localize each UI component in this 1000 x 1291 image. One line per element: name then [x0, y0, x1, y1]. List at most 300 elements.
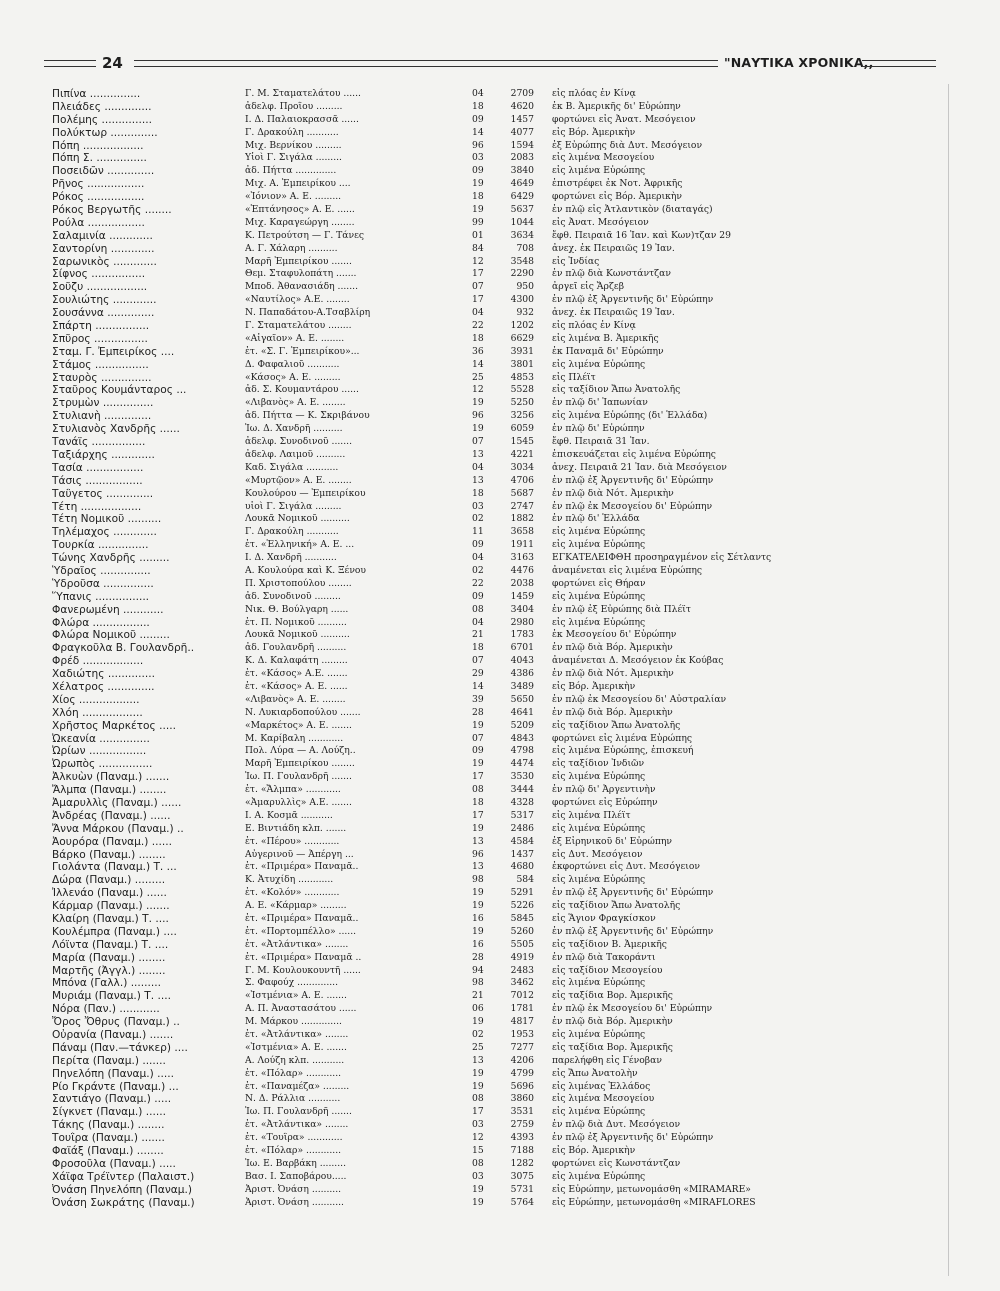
ship-year: 04 [472, 552, 484, 564]
ship-tonnage: 6629 [510, 332, 534, 344]
ship-tonnage: 4474 [510, 758, 534, 770]
ship-year: 36 [472, 345, 484, 357]
ship-tonnage: 3034 [510, 461, 534, 473]
ship-tonnage: 4641 [510, 706, 534, 718]
ship-owner: Μαρῆ Ἐμπειρίκου ........ [245, 758, 355, 770]
ship-status: φορτώνει εἰς Βόρ. Ἀμερικὴν [552, 191, 682, 203]
ship-status: ἐν πλῷ διὰ Νότ. Ἀμερικὴν [552, 668, 674, 680]
ship-status: ἐν πλῷ ἐκ Μεσογείου δι' Εὐρώπην [552, 500, 713, 512]
ship-owner: Αὐγερινοῦ — Ἀπέργη ... [245, 848, 354, 860]
ship-tonnage: 4680 [510, 861, 534, 873]
ship-status: εἰς ταξίδια Βορ. Ἀμερικῆς [552, 1041, 673, 1053]
ship-status: εἰς λιμένα Εὐρώπης [552, 539, 646, 551]
ship-year: 03 [472, 152, 484, 164]
table-row [52, 140, 982, 153]
ship-owner: ἀδελφ. Συνοδινοῦ ....... [245, 436, 352, 448]
ship-tonnage: 3931 [510, 345, 534, 357]
ship-name: Οὐρανία (Παναμ.) ....... [52, 1029, 174, 1042]
ship-status: ἐν πλῷ διὰ Νότ. Ἀμερικὴν [552, 487, 674, 499]
ship-year: 17 [472, 771, 484, 783]
table-row [52, 88, 982, 101]
ship-tonnage: 5696 [510, 1080, 534, 1092]
ship-tonnage: 2486 [510, 822, 534, 834]
ship-status: εἰς λιμένα Εὐρώπης, ἐπισκευή [552, 745, 694, 757]
ship-table [52, 88, 982, 1209]
ship-year: 19 [472, 204, 484, 216]
ship-owner: «Ἀμαρυλλὶς» Α.Ε. ....... [245, 796, 352, 808]
ship-status: ἐν πλῷ δι' Εὐρώπην [552, 423, 645, 435]
ship-name: Ὠρωπὸς ................ [52, 758, 153, 771]
ship-owner: Λουκᾶ Νομικοῦ .......... [245, 513, 350, 525]
ship-name: Πλειάδες .............. [52, 100, 152, 113]
ship-status: ἐν πλῷ δι' Ἀργεντινὴν [552, 784, 656, 796]
ship-name: Πιπίνα ............... [52, 88, 141, 100]
ship-year: 39 [472, 693, 484, 705]
ship-tonnage: 1459 [510, 590, 534, 602]
ship-owner: ἑτ. «Ἑλληνική» Α. Ε. ... [245, 539, 355, 551]
ship-name: Τανάϊς ................ [52, 436, 146, 449]
ship-status: εἰς λιμένας Ἑλλάδος [552, 1080, 651, 1092]
ship-owner: ἀδελφ. Λαιμοῦ .......... [245, 448, 346, 460]
ship-year: 13 [472, 474, 484, 486]
ship-owner: Κ. Πετρούτση — Γ. Τάνες [245, 229, 365, 241]
ship-owner: ἑτ. «Κάσος» Α.Ε. ....... [245, 668, 348, 680]
ship-tonnage: 1044 [510, 216, 534, 228]
ship-owner: Λουκᾶ Νομικοῦ .......... [245, 629, 350, 641]
ship-tonnage: 3444 [510, 784, 534, 796]
ship-tonnage: 3548 [510, 255, 534, 267]
ship-owner: Ι. Α. Κοσμᾶ ........... [245, 809, 333, 821]
ship-year: 09 [472, 165, 484, 177]
table-row [52, 178, 982, 191]
table-row [52, 501, 982, 514]
ship-name: Ὠρίων ................. [52, 745, 147, 758]
ship-name: Ἀμαρυλλὶς (Παναμ.) ...... [52, 796, 182, 809]
ship-status: ἐν πλῷ ἐξ Ἀργεντινῆς δι' Εὐρώπην [552, 925, 714, 937]
ship-owner: Γ. Σταματελάτου ........ [245, 320, 352, 332]
ship-name: Ἄλμπα (Παναμ.) ........ [52, 784, 167, 797]
ship-name: Ὑδραῖος ............... [52, 564, 151, 577]
table-row [52, 1119, 982, 1132]
ship-status: ΕΓΚΑΤΕΛΕΙΦΘΗ προσηραγμένον εἰς Σέτλαντς [552, 552, 772, 564]
table-row [52, 359, 982, 372]
ship-name: Κάρμαρ (Παναμ.) ....... [52, 900, 170, 913]
ship-status: ἐν πλῷ ἐκ Μεσογείου δι' Εὐρώπην [552, 1003, 713, 1015]
ship-tonnage: 5226 [510, 900, 534, 912]
ship-tonnage: 4620 [510, 100, 534, 112]
ship-tonnage: 4043 [510, 655, 534, 667]
ship-year: 19 [472, 900, 484, 912]
table-row [52, 913, 982, 926]
ship-name: Ὀνάση Σωκράτης (Παναμ.) [52, 1196, 195, 1209]
ship-name: Τάσις ................. [52, 474, 143, 487]
ship-year: 28 [472, 951, 484, 963]
ship-owner: ἑτ. «Ἀτλάντικα» ........ [245, 1029, 349, 1041]
table-row [52, 526, 982, 539]
ship-name: Χρῆστος Μαρκέτος ..... [52, 719, 176, 732]
ship-owner: ἀδ. Συνοδινοῦ ......... [245, 590, 341, 602]
ship-name: Σουλιώτης ............. [52, 294, 157, 307]
ship-status: ἐν πλῷ διὰ Βόρ. Ἀμερικὴν [552, 1016, 673, 1028]
ship-name: Σαλαμινία ............. [52, 229, 153, 242]
table-row [52, 797, 982, 810]
ship-name: Ταΰγετος .............. [52, 487, 154, 500]
ship-tonnage: 5209 [510, 719, 534, 731]
magazine-title: "ΝΑΥΤΙΚΑ ΧΡΟΝΙΚΑ,, [724, 55, 874, 70]
ship-owner: Γ. Μ. Σταματελάτου ...... [245, 88, 361, 99]
ship-name: Σοῦζυ .................. [52, 281, 148, 294]
ship-tonnage: 6429 [510, 191, 534, 203]
ship-year: 19 [472, 423, 484, 435]
ship-year: 19 [472, 1016, 484, 1028]
ship-status: εἰς ταξίδια Βορ. Ἀμερικῆς [552, 990, 673, 1002]
ship-year: 17 [472, 809, 484, 821]
ship-year: 01 [472, 229, 484, 241]
ship-year: 96 [472, 410, 484, 422]
ship-owner: Α. Ε. «Κάρμαρ» ......... [245, 900, 347, 912]
ship-name: Ἰλλενάο (Παναμ.) ...... [52, 887, 167, 900]
ship-name: Σαρωνικὸς ............. [52, 255, 157, 268]
ship-tonnage: 5731 [510, 1183, 534, 1195]
ship-status: εἰς ταξίδιον Μεσογείου [552, 964, 663, 976]
table-row [52, 655, 982, 668]
ship-tonnage: 4584 [510, 835, 534, 847]
ship-tonnage: 4799 [510, 1067, 534, 1079]
table-row [52, 926, 982, 939]
ship-owner: Βασ. Ι. Σαποβάρου..... [245, 1170, 347, 1182]
ship-year: 21 [472, 990, 484, 1002]
table-row [52, 874, 982, 887]
table-row [52, 204, 982, 217]
table-row [52, 1132, 982, 1145]
ship-year: 19 [472, 1183, 484, 1195]
table-row [52, 745, 982, 758]
ship-owner: Α. Γ. Χάλαρη .......... [245, 242, 338, 254]
ship-year: 13 [472, 1054, 484, 1066]
ship-tonnage: 4300 [510, 294, 534, 306]
ship-owner: ἑτ. «Τουΐρα» ............ [245, 1132, 343, 1144]
table-row [52, 488, 982, 501]
ship-tonnage: 4386 [510, 668, 534, 680]
ship-name: Ρῆνος ................. [52, 178, 145, 191]
ship-owner: «Ναυτίλος» Α.Ε. ........ [245, 294, 350, 306]
ship-year: 13 [472, 861, 484, 873]
ship-year: 25 [472, 371, 484, 383]
ship-year: 96 [472, 848, 484, 860]
ship-tonnage: 1202 [510, 320, 534, 332]
ship-year: 14 [472, 680, 484, 692]
ship-status: εἰς λιμένα Εὐρώπης [552, 822, 646, 834]
ship-owner: Ν. Δ. Ράλλια ........... [245, 1093, 341, 1105]
ship-tonnage: 1594 [510, 139, 534, 151]
ship-owner: ἑτ. «Παναμέζα» ......... [245, 1080, 350, 1092]
table-row [52, 758, 982, 771]
ship-status: εἰς λιμένα Εὐρώπης [552, 358, 646, 370]
ship-name: Τέτη Νομικοῦ .......... [52, 513, 162, 526]
ship-status: ἀναμένεται Δ. Μεσόγειον ἐκ Κούβας [552, 655, 724, 667]
table-row [52, 539, 982, 552]
ship-owner: Γ. Μ. Κουλουκουντῆ ...... [245, 964, 361, 976]
ship-name: Νόρα (Παν.) ............ [52, 1003, 160, 1016]
ship-tonnage: 2038 [510, 577, 534, 589]
ship-status: εἰς Πλέϊτ [552, 371, 596, 383]
ship-owner: Γ. Δρακούλη ........... [245, 126, 339, 138]
ship-tonnage: 3256 [510, 410, 534, 422]
ship-year: 09 [472, 590, 484, 602]
ship-status: εἰς λιμένα Εὐρώπης [552, 616, 646, 628]
ship-owner: Α. Π. Ἀναστασάτου ...... [245, 1003, 357, 1015]
ship-name: Πολύκτωρ .............. [52, 126, 158, 139]
table-row [52, 101, 982, 114]
ship-owner: υἱοὶ Γ. Σιγάλα ......... [245, 500, 342, 512]
ship-tonnage: 2747 [510, 500, 534, 512]
ship-status: εἰς λιμένα Εὐρώπης [552, 1106, 646, 1118]
page-header [44, 54, 936, 72]
ship-year: 02 [472, 513, 484, 525]
ship-tonnage: 5687 [510, 487, 534, 499]
ship-status: εἰς ταξίδιον Β. Ἀμερικῆς [552, 938, 667, 950]
ship-status: ἐν πλῷ διὰ Τακοράντι [552, 951, 656, 963]
ship-year: 25 [472, 1041, 484, 1053]
ship-year: 14 [472, 358, 484, 370]
ship-tonnage: 3634 [510, 229, 534, 241]
ship-year: 07 [472, 436, 484, 448]
ship-name: Μυριάμ (Παναμ.) Τ. .... [52, 990, 171, 1003]
ship-owner: Μαρῆ Ἐμπειρίκου ....... [245, 255, 352, 267]
ship-status: ἐκ Β. Ἀμερικῆς δι' Εὐρώπην [552, 100, 681, 112]
ship-status: εἰς λιμένα Β. Ἀμερικῆς [552, 332, 659, 344]
ship-tonnage: 3531 [510, 1106, 534, 1118]
table-row [52, 707, 982, 720]
ship-tonnage: 4817 [510, 1016, 534, 1028]
ship-tonnage: 5764 [510, 1196, 534, 1208]
ship-owner: Σ. Φαφούχ .............. [245, 977, 338, 989]
ship-owner: Π. Χριστοπούλου ........ [245, 577, 352, 589]
table-row [52, 1106, 982, 1119]
ship-owner: Γ. Δρακούλη ........... [245, 526, 339, 538]
ship-name: Σίγκνετ (Παναμ.) ...... [52, 1106, 166, 1119]
ship-owner: «Λιβανὸς» Α. Ε. ........ [245, 693, 346, 705]
ship-owner: ἀδ. Σ. Κουμαντάρου ...... [245, 384, 359, 396]
page-edge-line [948, 84, 949, 1276]
table-row [52, 294, 982, 307]
table-row [52, 642, 982, 655]
ship-tonnage: 5291 [510, 887, 534, 899]
table-row [52, 217, 982, 230]
table-row [52, 1171, 982, 1184]
table-row [52, 861, 982, 874]
ship-tonnage: 2709 [510, 88, 534, 99]
table-row [52, 1042, 982, 1055]
table-row [52, 410, 982, 423]
ship-year: 03 [472, 1119, 484, 1131]
ship-name: Σαντιάγο (Παναμ.) ..... [52, 1093, 172, 1106]
ship-tonnage: 2290 [510, 268, 534, 280]
ship-status: ἀνεχ. Πειραιᾶ 21 Ἰαν. διὰ Μεσόγειον [552, 461, 727, 473]
ship-owner: Κ. Ἀτυχίδη ............ [245, 874, 334, 886]
ship-status: εἰς λιμένα Εὐρώπης [552, 1029, 646, 1041]
ship-owner: ἑτ. «Κολόν» ............ [245, 887, 340, 899]
ship-year: 12 [472, 255, 484, 267]
ship-owner: «Αἰγαῖον» Α. Ε. ........ [245, 332, 345, 344]
ship-owner: Ἰω. Π. Γουλανδρῆ ....... [245, 1106, 352, 1118]
ship-owner: Α. Κουλούρα καὶ Κ. Ξένου [245, 564, 367, 576]
ship-tonnage: 2980 [510, 616, 534, 628]
ship-name: Ρούλα ................. [52, 216, 145, 229]
ship-tonnage: 3404 [510, 603, 534, 615]
ship-tonnage: 2083 [510, 152, 534, 164]
ship-tonnage: 7277 [510, 1041, 534, 1053]
table-row [52, 1029, 982, 1042]
ship-year: 29 [472, 668, 484, 680]
table-row [52, 617, 982, 630]
table-row [52, 952, 982, 965]
ship-tonnage: 6701 [510, 642, 534, 654]
ship-year: 07 [472, 655, 484, 667]
ship-name: Χέλατρος .............. [52, 680, 155, 693]
ship-year: 19 [472, 178, 484, 190]
table-row [52, 591, 982, 604]
table-row [52, 256, 982, 269]
table-row [52, 165, 982, 178]
ship-name: Ὠκεανία ............... [52, 732, 150, 745]
ship-name: Φανερωμένη ............ [52, 603, 164, 616]
ship-year: 22 [472, 577, 484, 589]
table-row [52, 694, 982, 707]
ship-name: Μαρτῆς (Ἀγγλ.) ........ [52, 964, 166, 977]
ship-status: εἰς Ἀνατ. Μεσόγειον [552, 216, 649, 228]
ship-status: εἰς Ἰνδίας [552, 255, 600, 267]
ship-name: Σουσάννα .............. [52, 307, 155, 320]
ship-status: εἰς πλόας ἐν Κίνᾳ [552, 88, 636, 99]
header-rule-left [44, 60, 96, 67]
ship-owner: ἑτ. Π. Νομικοῦ .......... [245, 616, 347, 628]
ship-status: εἰς ταξίδιον Ἄπω Ἀνατολῆς [552, 384, 681, 396]
ship-status: φορτώνει εἰς λιμένα Εὐρώπης [552, 732, 692, 744]
ship-name: Φαϊάξ (Παναμ.) ........ [52, 1145, 164, 1158]
ship-tonnage: 5505 [510, 938, 534, 950]
ship-name: Χίος .................. [52, 693, 140, 706]
ship-status: εἰς Ἄπω Ἀνατολὴν [552, 1067, 638, 1079]
ship-name: Ὑδροῦσα ............... [52, 577, 154, 590]
ship-tonnage: 4798 [510, 745, 534, 757]
ship-year: 18 [472, 100, 484, 112]
table-row [52, 823, 982, 836]
ship-name: Πηνελόπη (Παναμ.) ..... [52, 1067, 174, 1080]
ship-year: 99 [472, 216, 484, 228]
ship-name: Στυλιανὸς Χανδρῆς ...... [52, 423, 180, 436]
ship-tonnage: 3462 [510, 977, 534, 989]
ship-status: ἐπιστρέφει ἐκ Νοτ. Ἀφρικῆς [552, 178, 683, 190]
ship-owner: Πολ. Λύρα — Α. Λούζη.. [245, 745, 356, 757]
ship-year: 13 [472, 835, 484, 847]
ship-status: εἰς Βόρ. Ἀμερικὴν [552, 1145, 636, 1157]
ship-tonnage: 4393 [510, 1132, 534, 1144]
table-row [52, 1016, 982, 1029]
ship-year: 94 [472, 964, 484, 976]
ship-name: Φροσοῦλα (Παναμ.) ..... [52, 1157, 176, 1170]
table-row [52, 1003, 982, 1016]
table-row [52, 320, 982, 333]
ship-owner: «Ἰστμένια» Α. Ε. ....... [245, 990, 347, 1002]
table-row [52, 681, 982, 694]
ship-year: 17 [472, 1106, 484, 1118]
ship-status: φορτώνει εἰς Θήραν [552, 577, 646, 589]
ship-status: ἐν πλῷ διὰ Κωνστάντζαν [552, 268, 671, 280]
ship-status: εἰς λιμένα Εὐρώπης (δι' Ἑλλάδα) [552, 410, 708, 422]
ship-tonnage: 584 [516, 874, 534, 886]
ship-owner: ἀδ. Πήττα — Κ. Σκριβάνου [245, 410, 370, 422]
ship-tonnage: 5317 [510, 809, 534, 821]
ship-year: 18 [472, 487, 484, 499]
table-row [52, 372, 982, 385]
ship-status: εἰς Εὐρώπην, μετωνομάσθη «MIRAMARE» [552, 1183, 751, 1195]
ship-name: Ὄρος Ὄθρυς (Παναμ.) .. [52, 1016, 180, 1029]
ship-year: 19 [472, 1067, 484, 1079]
table-row [52, 965, 982, 978]
ship-owner: ἑτ. «Πριμέρα» Παναμᾶ.. [245, 861, 359, 873]
ship-year: 07 [472, 732, 484, 744]
ship-tonnage: 5260 [510, 925, 534, 937]
table-row [52, 939, 982, 952]
ship-name: Μαρία (Παναμ.) ........ [52, 951, 166, 964]
table-row [52, 1197, 982, 1210]
ship-name: Τάκης (Παναμ.) ........ [52, 1119, 165, 1132]
ship-status: εἰς πλόας ἐν Κίνᾳ [552, 320, 636, 332]
ship-status: ἐν πλῷ διὰ Βόρ. Ἀμερικὴν [552, 642, 673, 654]
ship-year: 16 [472, 913, 484, 924]
ship-status: εἰς λιμένα Εὐρώπης [552, 590, 646, 602]
ship-name: Τασία ................. [52, 461, 144, 474]
table-row [52, 230, 982, 243]
ship-name: Πόπη Σ. ............... [52, 152, 147, 165]
ship-status: ἐν πλῷ εἰς Ἀτλαντικὸν (διαταγάς) [552, 204, 713, 216]
ship-owner: Θεμ. Σταφυλοπάτη ....... [245, 268, 357, 280]
ship-tonnage: 7012 [510, 990, 534, 1002]
ship-owner: ἑτ. «Ἀτλάντικα» ........ [245, 1119, 349, 1131]
ship-tonnage: 3163 [510, 552, 534, 564]
table-row [52, 152, 982, 165]
ship-tonnage: 1457 [510, 113, 534, 125]
ship-name: Φρέδ .................. [52, 655, 144, 668]
ship-year: 06 [472, 1003, 484, 1015]
ship-owner: «Λιβανὸς» Α. Ε. ........ [245, 397, 346, 409]
header-rule-right [862, 60, 936, 67]
table-row [52, 668, 982, 681]
table-row [52, 1055, 982, 1068]
ship-name: Βάρκο (Παναμ.) ........ [52, 848, 166, 861]
ship-owner: Κουλούρου — Ἐμπειρίκου [245, 487, 366, 499]
ship-year: 18 [472, 191, 484, 203]
ship-status: ἐν πλῷ διὰ Δυτ. Μεσόγειον [552, 1119, 681, 1131]
ship-status: ἀναμένεται εἰς λιμένα Εὐρώπης [552, 564, 703, 576]
ship-status: εἰς λιμένα Μεσογείου [552, 152, 655, 164]
ship-name: Ἀνδρέας (Παναμ.) ...... [52, 809, 171, 822]
ship-year: 19 [472, 822, 484, 834]
ship-tonnage: 1953 [510, 1029, 534, 1041]
header-rule-middle [134, 60, 718, 67]
ship-status: εἰς λιμένα Πλέϊτ [552, 809, 631, 821]
ship-tonnage: 4328 [510, 796, 534, 808]
ship-status: εἰς Βόρ. Ἀμερικὴν [552, 680, 636, 692]
ship-owner: Καδ. Σιγάλα ........... [245, 461, 339, 473]
ship-year: 11 [472, 526, 484, 538]
ship-year: 04 [472, 461, 484, 473]
ship-owner: Ε. Βιντιάδη κλπ. ....... [245, 822, 347, 834]
ship-year: 08 [472, 603, 484, 615]
ship-name: Ἀλκυὼν (Παναμ.) ....... [52, 771, 170, 784]
ship-name: Σαντορίνη ............. [52, 242, 155, 255]
